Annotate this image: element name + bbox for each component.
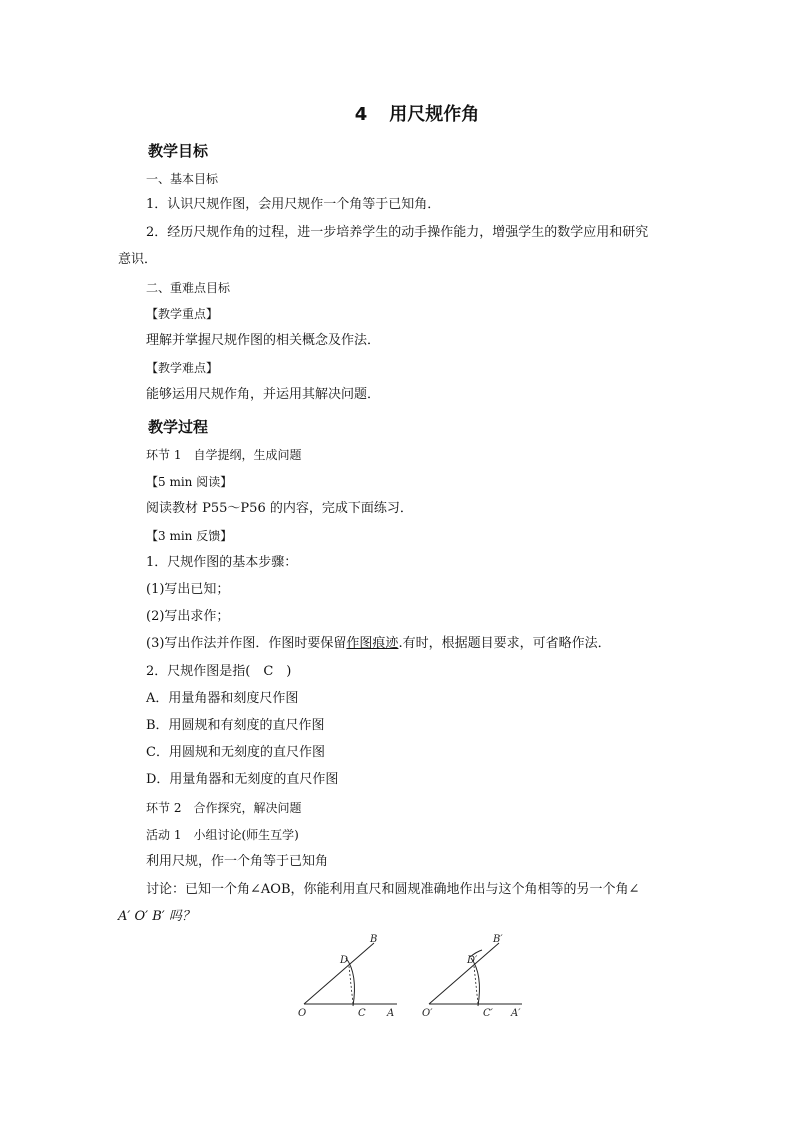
focus-text: 理解并掌握尺规作图的相关概念及作法． xyxy=(146,333,381,348)
label-d: D xyxy=(340,955,349,966)
option-c: C．用圆规和无刻度的直尺作图 xyxy=(146,745,325,760)
discussion-line2: A′ O′ B′ 吗？ xyxy=(118,909,195,924)
step-3-text-a: (3)写出作法并作图．作图时要保留 xyxy=(146,636,347,651)
read-text: 阅读教材 P55～P56 的内容，完成下面练习． xyxy=(146,501,413,516)
option-a: A．用量角器和刻度尺作图 xyxy=(146,691,299,706)
step-1-heading: 环节 1 自学提纲，生成问题 xyxy=(146,448,302,462)
basic-objective-2-line2: 意识． xyxy=(118,252,158,267)
label-c-prime: C′ xyxy=(483,1008,493,1019)
label-o: O xyxy=(298,1008,307,1019)
task-text: 利用尺规，作一个角等于已知角 xyxy=(146,854,329,869)
difficulty-label: 【教学难点】 xyxy=(146,361,219,375)
label-d-prime: D′ xyxy=(467,955,478,966)
step-2-heading: 环节 2 合作探究，解决问题 xyxy=(146,801,302,815)
discussion-line1: 讨论：已知一个角∠AOB，你能利用直尺和圆规准确地作出与这个角相等的另一个角∠ xyxy=(146,882,640,897)
basic-objective-1: 1．认识尺规作图，会用尺规作一个角等于已知角． xyxy=(146,197,441,212)
feedback-label: 【3 min 反馈】 xyxy=(146,529,233,543)
title-text: 用尺规作角 xyxy=(389,104,480,125)
objectives-heading: 教学目标 xyxy=(148,142,209,160)
question-1-step-1: (1)写出已知； xyxy=(146,582,230,597)
title-number: 4 xyxy=(354,104,368,125)
label-b: B xyxy=(370,934,378,945)
question-2: 2．尺规作图是指( C ) xyxy=(146,664,292,679)
label-b-prime: B′ xyxy=(493,934,503,945)
step-3-text-b: .有时，根据题目要求，可省略作法． xyxy=(398,636,611,651)
original-angle-figure xyxy=(298,934,397,1019)
page-title xyxy=(0,100,794,126)
label-c: C xyxy=(358,1008,366,1019)
basic-objective-2-line1: 2．经历尺规作角的过程，进一步培养学生的动手操作能力，增强学生的数学应用和研究 xyxy=(146,225,649,240)
option-d: D．用量角器和无刻度的直尺作图 xyxy=(146,772,339,787)
label-a-prime: A′ xyxy=(511,1008,521,1019)
read-label: 【5 min 阅读】 xyxy=(146,475,233,489)
ray-ob xyxy=(304,943,374,1004)
activity-1-heading: 活动 1 小组讨论(师生互学) xyxy=(146,828,299,842)
angle-construction-figure xyxy=(292,930,532,1022)
focus-label: 【教学重点】 xyxy=(146,307,219,321)
step-3-answer: 作图痕迹 xyxy=(346,636,399,651)
question-1-step-2: (2)写出求作； xyxy=(146,609,230,624)
question-1: 1．尺规作图的基本步骤： xyxy=(146,555,298,570)
label-o-prime: O′ xyxy=(422,1008,433,1019)
option-b: B．用圆规和有刻度的直尺作图 xyxy=(146,718,325,733)
question-1-step-3 xyxy=(146,636,611,652)
constructed-angle-figure xyxy=(422,934,522,1019)
basic-objectives-heading: 一、基本目标 xyxy=(146,172,219,186)
key-objectives-heading: 二、重难点目标 xyxy=(146,281,231,295)
process-heading: 教学过程 xyxy=(148,418,209,436)
ray-o-prime-b-prime xyxy=(429,943,499,1004)
difficulty-text: 能够运用尺规作角，并运用其解决问题． xyxy=(146,387,381,402)
label-a: A xyxy=(387,1008,395,1019)
